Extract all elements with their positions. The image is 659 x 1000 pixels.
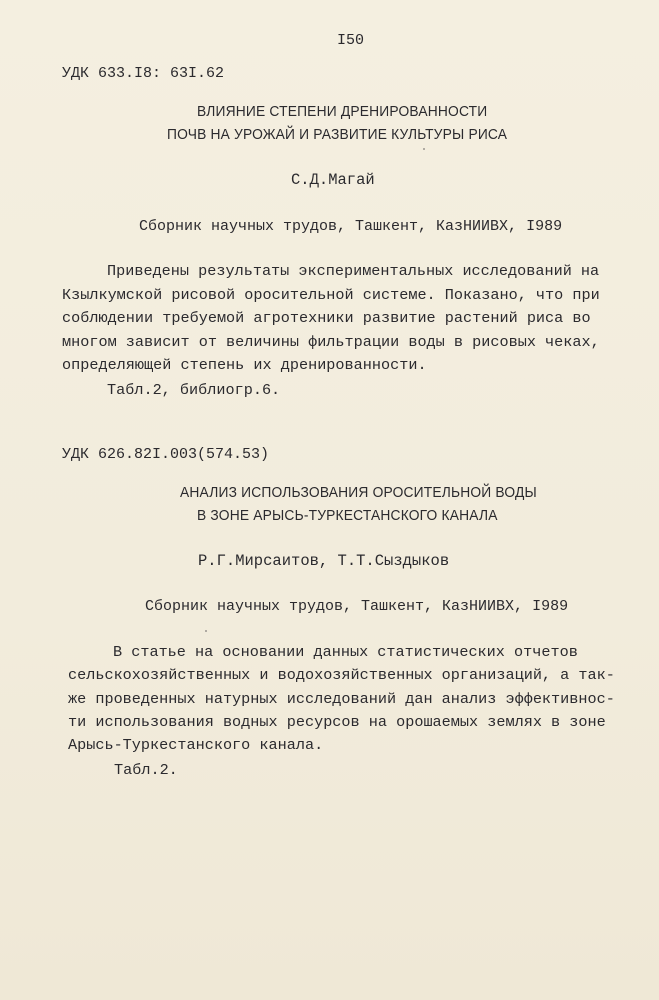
abstract-2-line-5: Арысь-Туркестанского канала. <box>68 736 324 754</box>
article-title-1-line-1: ВЛИЯНИЕ СТЕПЕНИ ДРЕНИРОВАННОСТИ <box>197 103 488 120</box>
udc-code-1: УДК 633.I8: 63I.62 <box>62 65 225 82</box>
abstract-1-line-2: Кзылкумской рисовой оросительной системе. Показано, что при <box>62 286 600 304</box>
author-1: С.Д.Магай <box>291 171 375 189</box>
abstract-1-line-4: многом зависит от величины фильтрации воды в рисовых чеках, <box>62 333 600 351</box>
article-title-1-line-2: ПОЧВ НА УРОЖАЙ И РАЗВИТИЕ КУЛЬТУРЫ РИСА <box>167 126 508 143</box>
abstract-2-line-2: сельскохозяйственных и водохозяйственных организаций, а так- <box>68 666 615 684</box>
authors-2: Р.Г.Мирсаитов, Т.Т.Сыздыков <box>198 552 450 570</box>
speck <box>423 148 425 150</box>
note-1: Табл.2, библиогр.6. <box>107 381 281 399</box>
note-2: Табл.2. <box>114 761 178 779</box>
abstract-2-line-3: же проведенных натурных исследований дан анализ эффективнос- <box>68 690 615 708</box>
article-title-2-line-1: АНАЛИЗ ИСПОЛЬЗОВАНИЯ ОРОСИТЕЛЬНОЙ ВОДЫ <box>180 484 537 501</box>
abstract-1-line-5: определяющей степень их дренированности. <box>62 356 427 374</box>
source-2: Сборник научных трудов, Ташкент, КазНИИВХ, I989 <box>145 598 569 615</box>
source-1: Сборник научных трудов, Ташкент, КазНИИВХ, I989 <box>139 218 563 235</box>
page-number: I50 <box>337 32 365 49</box>
article-title-2-line-2: В ЗОНЕ АРЫСЬ-ТУРКЕСТАНСКОГО КАНАЛА <box>197 507 498 524</box>
abstract-1-line-1: Приведены результаты экспериментальных исследований на <box>107 262 600 280</box>
abstract-1-line-3: соблюдении требуемой агротехники развитие растений риса во <box>62 309 591 327</box>
abstract-2-line-4: ти использования водных ресурсов на орошаемых землях в зоне <box>68 713 606 731</box>
udc-code-2: УДК 626.82I.003(574.53) <box>62 446 270 463</box>
abstract-2-line-1: В статье на основании данных статистических отчетов <box>113 643 578 661</box>
speck <box>205 630 207 632</box>
